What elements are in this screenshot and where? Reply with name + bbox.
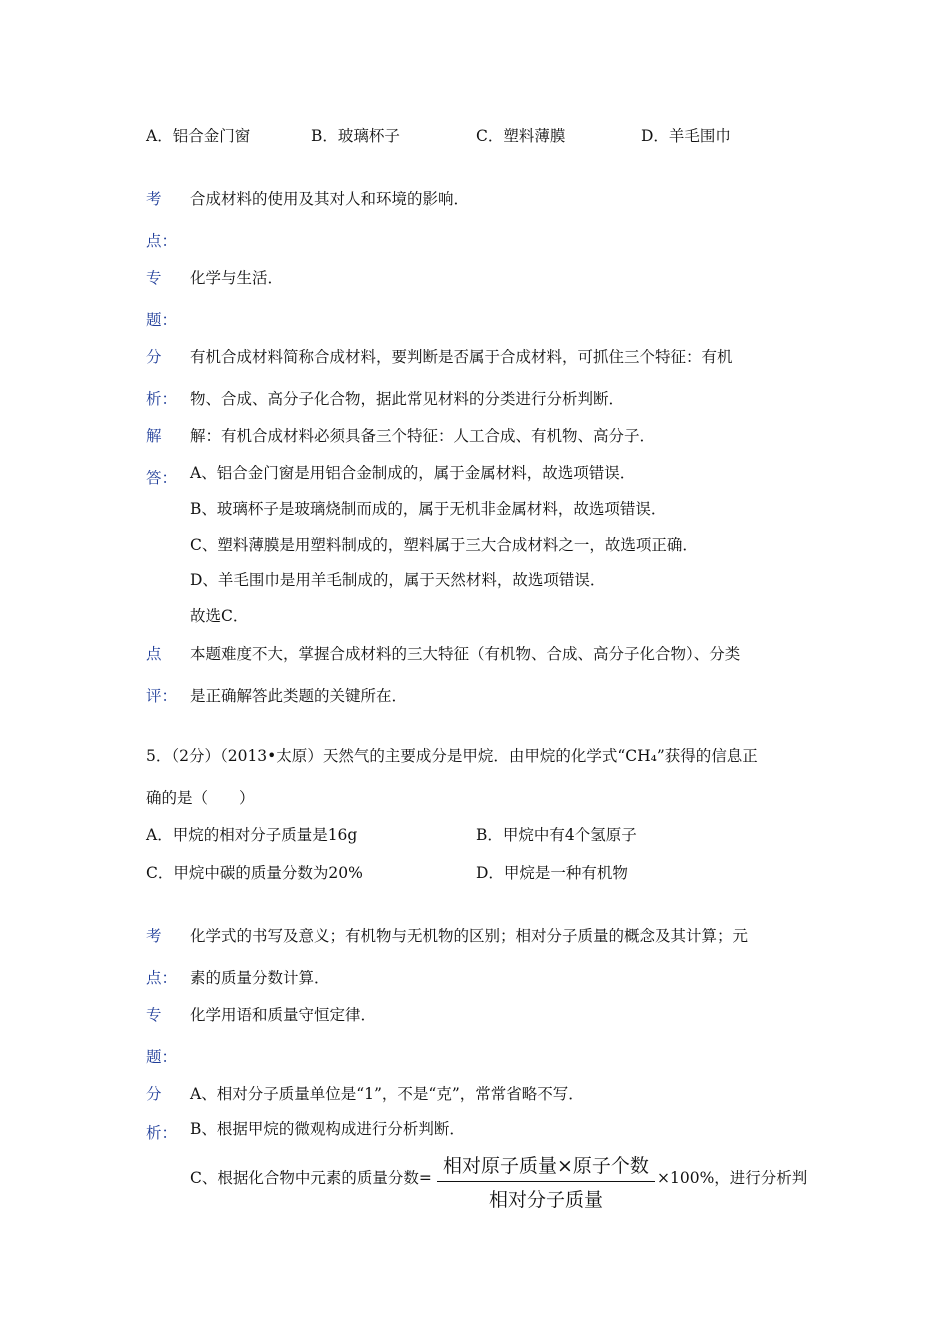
q5-option-c: C．甲烷中碳的质量分数为20% bbox=[146, 864, 363, 882]
q4-jieda-line: C、塑料薄膜是用塑料制成的，塑料属于三大合成材料之一，故选项正确． bbox=[190, 536, 698, 554]
q5-fenxi-label-1: 分 bbox=[146, 1085, 162, 1103]
q5-zhuanti-label-2: 题： bbox=[146, 1048, 178, 1066]
q4-jieda-line: A、铝合金门窗是用铝合金制成的，属于金属材料，故选项错误． bbox=[190, 464, 636, 482]
q4-fenxi-label-1: 分 bbox=[146, 348, 162, 366]
q4-kaodian-text: 合成材料的使用及其对人和环境的影响． bbox=[190, 190, 470, 208]
q4-jieda-line: B、玻璃杯子是玻璃烧制而成的，属于无机非金属材料，故选项错误． bbox=[190, 500, 667, 518]
q4-kaodian-label-2: 点： bbox=[146, 232, 178, 250]
q4-jieda-label-1: 解 bbox=[146, 427, 162, 445]
q4-zhuanti-text: 化学与生活． bbox=[190, 269, 284, 287]
q4-jieda-line: 故选C． bbox=[190, 607, 249, 625]
fraction-denominator: 相对分子质量 bbox=[488, 1189, 603, 1211]
q5-fenxi-line-1: A、相对分子质量单位是“1”，不是“克”，常常省略不写． bbox=[190, 1085, 584, 1103]
q4-dianping-line-1: 本题难度不大，掌握合成材料的三大特征（有机物、合成、高分子化合物）、分类 bbox=[190, 645, 741, 663]
q5-option-a: A．甲烷的相对分子质量是16g bbox=[146, 826, 358, 844]
q4-dianping-line-2: 是正确解答此类题的关键所在． bbox=[190, 687, 408, 705]
q4-jieda-line: 解：有机合成材料必须具备三个特征：人工合成、有机物、高分子． bbox=[190, 427, 656, 445]
q5-kaodian-line-2: 素的质量分数计算． bbox=[190, 969, 330, 987]
q4-zhuanti-label-2: 题： bbox=[146, 311, 178, 329]
q5-fenxi-line-2: B、根据甲烷的微观构成进行分析判断． bbox=[190, 1120, 465, 1138]
mass-fraction-formula bbox=[437, 1151, 655, 1212]
q5-zhuanti-text: 化学用语和质量守恒定律． bbox=[190, 1006, 377, 1024]
q4-jieda-line: D、羊毛围巾是用羊毛制成的，属于天然材料，故选项错误． bbox=[190, 571, 606, 589]
q4-fenxi-line-1: 有机合成材料简称合成材料，要判断是否属于合成材料，可抓住三个特征：有机 bbox=[190, 348, 733, 366]
q5-zhuanti-label-1: 专 bbox=[146, 1006, 162, 1024]
q4-option-a: A．铝合金门窗 bbox=[146, 127, 251, 145]
q5-fenxi-line-3-prefix: C、根据化合物中元素的质量分数= bbox=[190, 1169, 432, 1187]
q4-option-b: B．玻璃杯子 bbox=[311, 127, 400, 145]
q4-dianping-label-1: 点 bbox=[146, 645, 162, 663]
q4-fenxi-label-2: 析： bbox=[146, 390, 178, 408]
fraction-numerator: 相对原子质量×原子个数 bbox=[437, 1151, 655, 1182]
q4-option-d: D．羊毛围巾 bbox=[641, 127, 731, 145]
q4-fenxi-line-2: 物、合成、高分子化合物，据此常见材料的分类进行分析判断． bbox=[190, 390, 625, 408]
q5-fenxi-line-3-suffix: ×100%，进行分析判 bbox=[657, 1169, 808, 1187]
q5-fenxi-label-2: 析： bbox=[146, 1124, 178, 1142]
q5-kaodian-line-1: 化学式的书写及意义；有机物与无机物的区别；相对分子质量的概念及其计算；元 bbox=[190, 927, 749, 945]
q5-stem-line-1: 5．（2分）（2013•太原）天然气的主要成分是甲烷．由甲烷的化学式“CH₄”获得的信息正 bbox=[146, 747, 758, 765]
q5-option-d: D．甲烷是一种有机物 bbox=[476, 864, 628, 882]
q4-kaodian-label-1: 考 bbox=[146, 190, 162, 208]
q4-option-c: C．塑料薄膜 bbox=[476, 127, 566, 145]
q5-kaodian-label-2: 点： bbox=[146, 969, 178, 987]
q5-stem-line-2: 确的是（ ） bbox=[146, 789, 255, 807]
q4-jieda-label-2: 答： bbox=[146, 469, 178, 487]
q4-zhuanti-label-1: 专 bbox=[146, 269, 162, 287]
q5-option-b: B．甲烷中有4个氢原子 bbox=[476, 826, 637, 844]
q5-kaodian-label-1: 考 bbox=[146, 927, 162, 945]
q4-dianping-label-2: 评： bbox=[146, 687, 178, 705]
